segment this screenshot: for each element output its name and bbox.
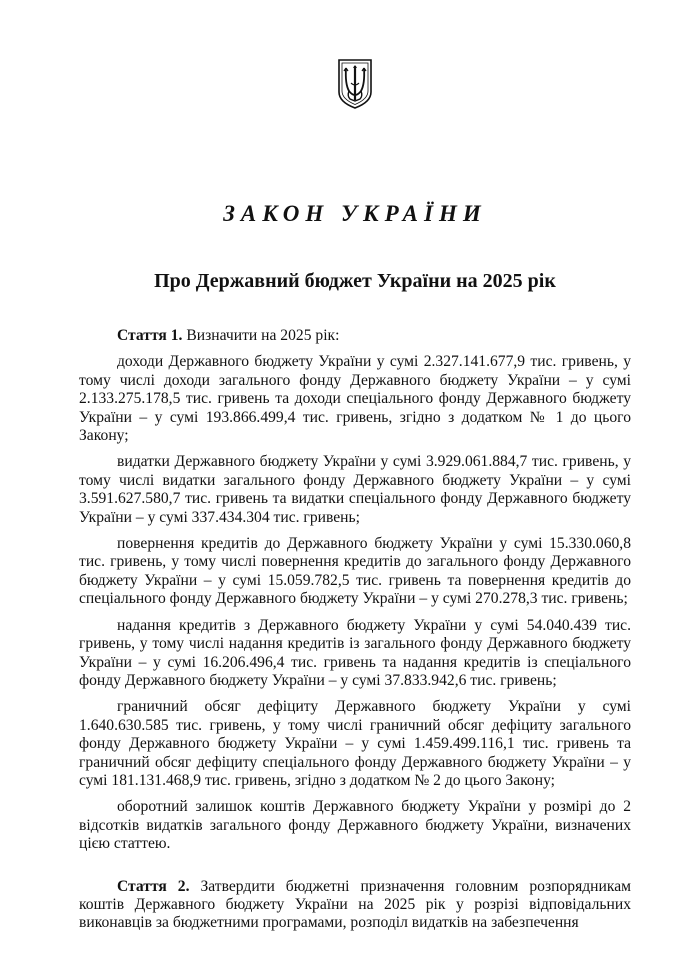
article-1-item-loan-repayment: повернення кредитів до Державного бюджету України у сумі 15.330.060,8 тис. гривень, у тому числі повернення кредитів до загального фонду Державного бюджету України – у сумі 15.059.782,5 тис. гривень та повернення кредитів до спеціального фонду Державного бюджету України – у сумі 270.278,3 тис. гривень;	[79, 535, 631, 608]
emblem-container	[79, 0, 631, 116]
article-1-item-revenues: доходи Державного бюджету України у сумі 2.327.141.677,9 тис. гривень, у тому числі доходи загального фонду Державного бюджету України – у сумі 2.133.275.178,5 тис. гривень та доходи спеціального фонду Державного бюджету України – у сумі 193.866.499,4 тис. гривень, згідно з додатком № 1 до цього Закону;	[79, 353, 631, 445]
article-1-item-deficit: граничний обсяг дефіциту Державного бюджету України у сумі 1.640.630.585 тис. гривень, у тому числі граничний обсяг дефіциту загального фонду Державного бюджету України – у сумі 1.459.499.116,1 тис. гривень та граничний обсяг дефіциту спеціального фонду Державного бюджету України – у сумі 181.131.468,9 тис. гривень, згідно з додатком № 2 до цього Закону;	[79, 698, 631, 789]
article-1-intro-text: Визначити на 2025 рік:	[182, 327, 340, 344]
article-1-item-expenditures: видатки Державного бюджету України у сумі 3.929.061.884,7 тис. гривень, у тому числі видатки загального фонду Державного бюджету України – у сумі 3.591.627.580,7 тис. гривень та видатки спеціального фонду Державного бюджету України – у сумі 337.434.304 тис. гривень;	[79, 453, 631, 526]
law-body	[79, 327, 631, 933]
article-1-intro	[79, 327, 631, 345]
article-1-item-working-balance: оборотний залишок коштів Державного бюджету України у розмірі до 2 відсотків видатків загального фонду Державного бюджету України, визначених цією статтею.	[79, 798, 631, 853]
article-1-heading: Стаття 1.	[117, 327, 183, 344]
law-subtitle: Про Державний бюджет України на 2025 рік	[154, 270, 556, 292]
article-2-paragraph	[79, 878, 631, 933]
article-1-item-loan-provision: надання кредитів з Державного бюджету України у сумі 54.040.439 тис. гривень, у тому числі надання кредитів із загального фонду Державного бюджету України – у сумі 16.206.496,4 тис. гривень та надання кредитів із спеціального фонду Державного бюджету України – у сумі 37.833.942,6 тис. гривень;	[79, 616, 631, 689]
law-title: ЗАКОН УКРАЇНИ	[223, 201, 487, 226]
coat-of-arms-icon	[337, 58, 373, 110]
article-2-heading: Стаття 2.	[117, 877, 190, 895]
article-2-text: Затвердити бюджетні призначення головним розпорядникам коштів Державного бюджету України на 2025 рік у розрізі відповідальних виконавців за бюджетними програмами, розподіл видатків на забезпечення	[79, 877, 631, 932]
